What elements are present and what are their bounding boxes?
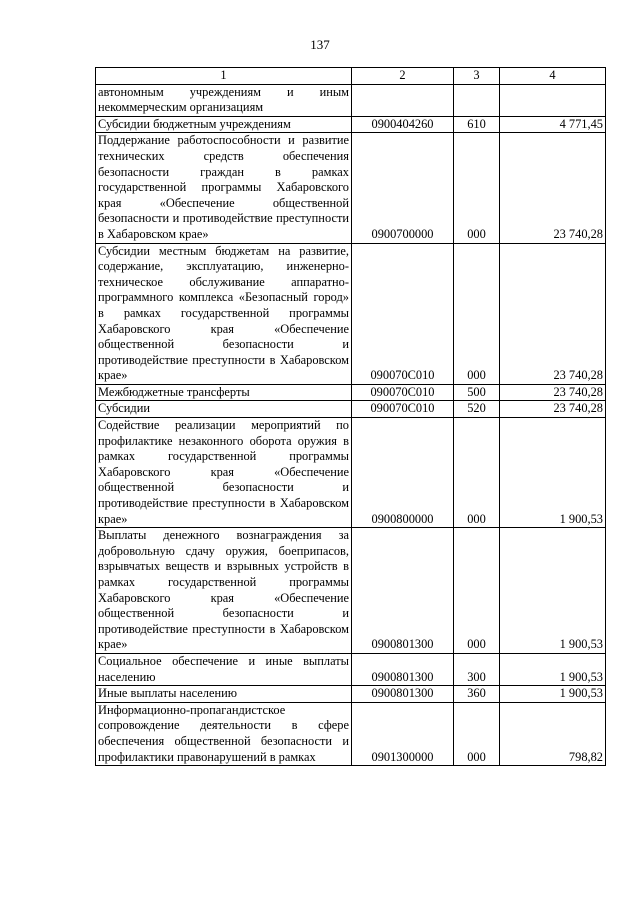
- row-code-cell: 0900801300: [352, 686, 454, 703]
- table-row: [96, 686, 606, 703]
- row-sum-cell: 798,82: [500, 702, 606, 765]
- row-sum-cell: 1 900,53: [500, 653, 606, 685]
- row-code-cell: 0901300000: [352, 702, 454, 765]
- table-row: [96, 401, 606, 418]
- row-type-cell: 000: [454, 528, 500, 654]
- row-type-cell: 000: [454, 243, 500, 384]
- table-row: [96, 84, 606, 116]
- row-code-cell: 0900404260: [352, 116, 454, 133]
- row-name-cell: Содействие реализации мероприятий по профилактике незаконного оборота оружия в рамках государственной программы Хабаровского края «Обеспечение общественной безопасности и противодействие преступности в Хабаровском крае»: [96, 418, 352, 528]
- row-name-cell: Социальное обеспечение и иные выплаты населению: [96, 653, 352, 685]
- table-row: [96, 418, 606, 528]
- header-cell-4: 4: [500, 68, 606, 85]
- table-row: [96, 702, 606, 765]
- row-name-cell: Выплаты денежного вознаграждения за добровольную сдачу оружия, боеприпасов, взрывчатых веществ и взрывных устройств в рамках государственной программы Хабаровского края «Обеспечение общественной безопасности и противодействие преступности в Хабаровском крае»: [96, 528, 352, 654]
- row-sum-cell: [500, 84, 606, 116]
- row-type-cell: 610: [454, 116, 500, 133]
- row-sum-cell: 1 900,53: [500, 528, 606, 654]
- row-code-cell: 090070С010: [352, 401, 454, 418]
- row-name-cell: Информационно-пропагандистское сопровождение деятельности в сфере обеспечения общественной безопасности и профилактики правонарушений в рамках: [96, 702, 352, 765]
- row-name-cell: Субсидии местным бюджетам на развитие, содержание, эксплуатацию, инженерно-техническое обслуживание аппаратно-программного комплекса «Безопасный город» в рамках государственной программы Хабаровского края «Обеспечение общественной безопасности и противодействие преступности в Хабаровском крае»: [96, 243, 352, 384]
- row-name-cell: Субсидии: [96, 401, 352, 418]
- row-sum-cell: 1 900,53: [500, 686, 606, 703]
- row-type-cell: 500: [454, 384, 500, 401]
- row-name-cell: Субсидии бюджетным учреждениям: [96, 116, 352, 133]
- row-code-cell: 0900801300: [352, 528, 454, 654]
- row-sum-cell: 23 740,28: [500, 243, 606, 384]
- row-code-cell: 090070С010: [352, 384, 454, 401]
- row-type-cell: 360: [454, 686, 500, 703]
- row-sum-cell: 4 771,45: [500, 116, 606, 133]
- row-sum-cell: 1 900,53: [500, 418, 606, 528]
- row-code-cell: 0900800000: [352, 418, 454, 528]
- row-sum-cell: 23 740,28: [500, 133, 606, 243]
- budget-table: [95, 67, 606, 766]
- row-code-cell: 0900700000: [352, 133, 454, 243]
- header-cell-1: 1: [96, 68, 352, 85]
- table-row: [96, 384, 606, 401]
- row-sum-cell: 23 740,28: [500, 384, 606, 401]
- row-type-cell: [454, 84, 500, 116]
- row-code-cell: 090070С010: [352, 243, 454, 384]
- page-number: 137: [310, 37, 330, 52]
- table-row: [96, 528, 606, 654]
- row-type-cell: 520: [454, 401, 500, 418]
- row-name-cell: автономным учреждениям и иным некоммерческим организациям: [96, 84, 352, 116]
- row-code-cell: 0900801300: [352, 653, 454, 685]
- header-cell-2: 2: [352, 68, 454, 85]
- row-name-cell: Межбюджетные трансферты: [96, 384, 352, 401]
- row-type-cell: 000: [454, 133, 500, 243]
- row-sum-cell: 23 740,28: [500, 401, 606, 418]
- row-code-cell: [352, 84, 454, 116]
- row-type-cell: 300: [454, 653, 500, 685]
- table-row: [96, 133, 606, 243]
- header-cell-3: 3: [454, 68, 500, 85]
- table-row: [96, 116, 606, 133]
- row-type-cell: 000: [454, 702, 500, 765]
- header-row: [96, 68, 606, 85]
- row-name-cell: Поддержание работоспособности и развитие технических средств обеспечения безопасности граждан в рамках государственной программы Хабаровского края «Обеспечение общественной безопасности и противодействие преступности в Хабаровском крае»: [96, 133, 352, 243]
- row-name-cell: Иные выплаты населению: [96, 686, 352, 703]
- table-row: [96, 653, 606, 685]
- table-row: [96, 243, 606, 384]
- row-type-cell: 000: [454, 418, 500, 528]
